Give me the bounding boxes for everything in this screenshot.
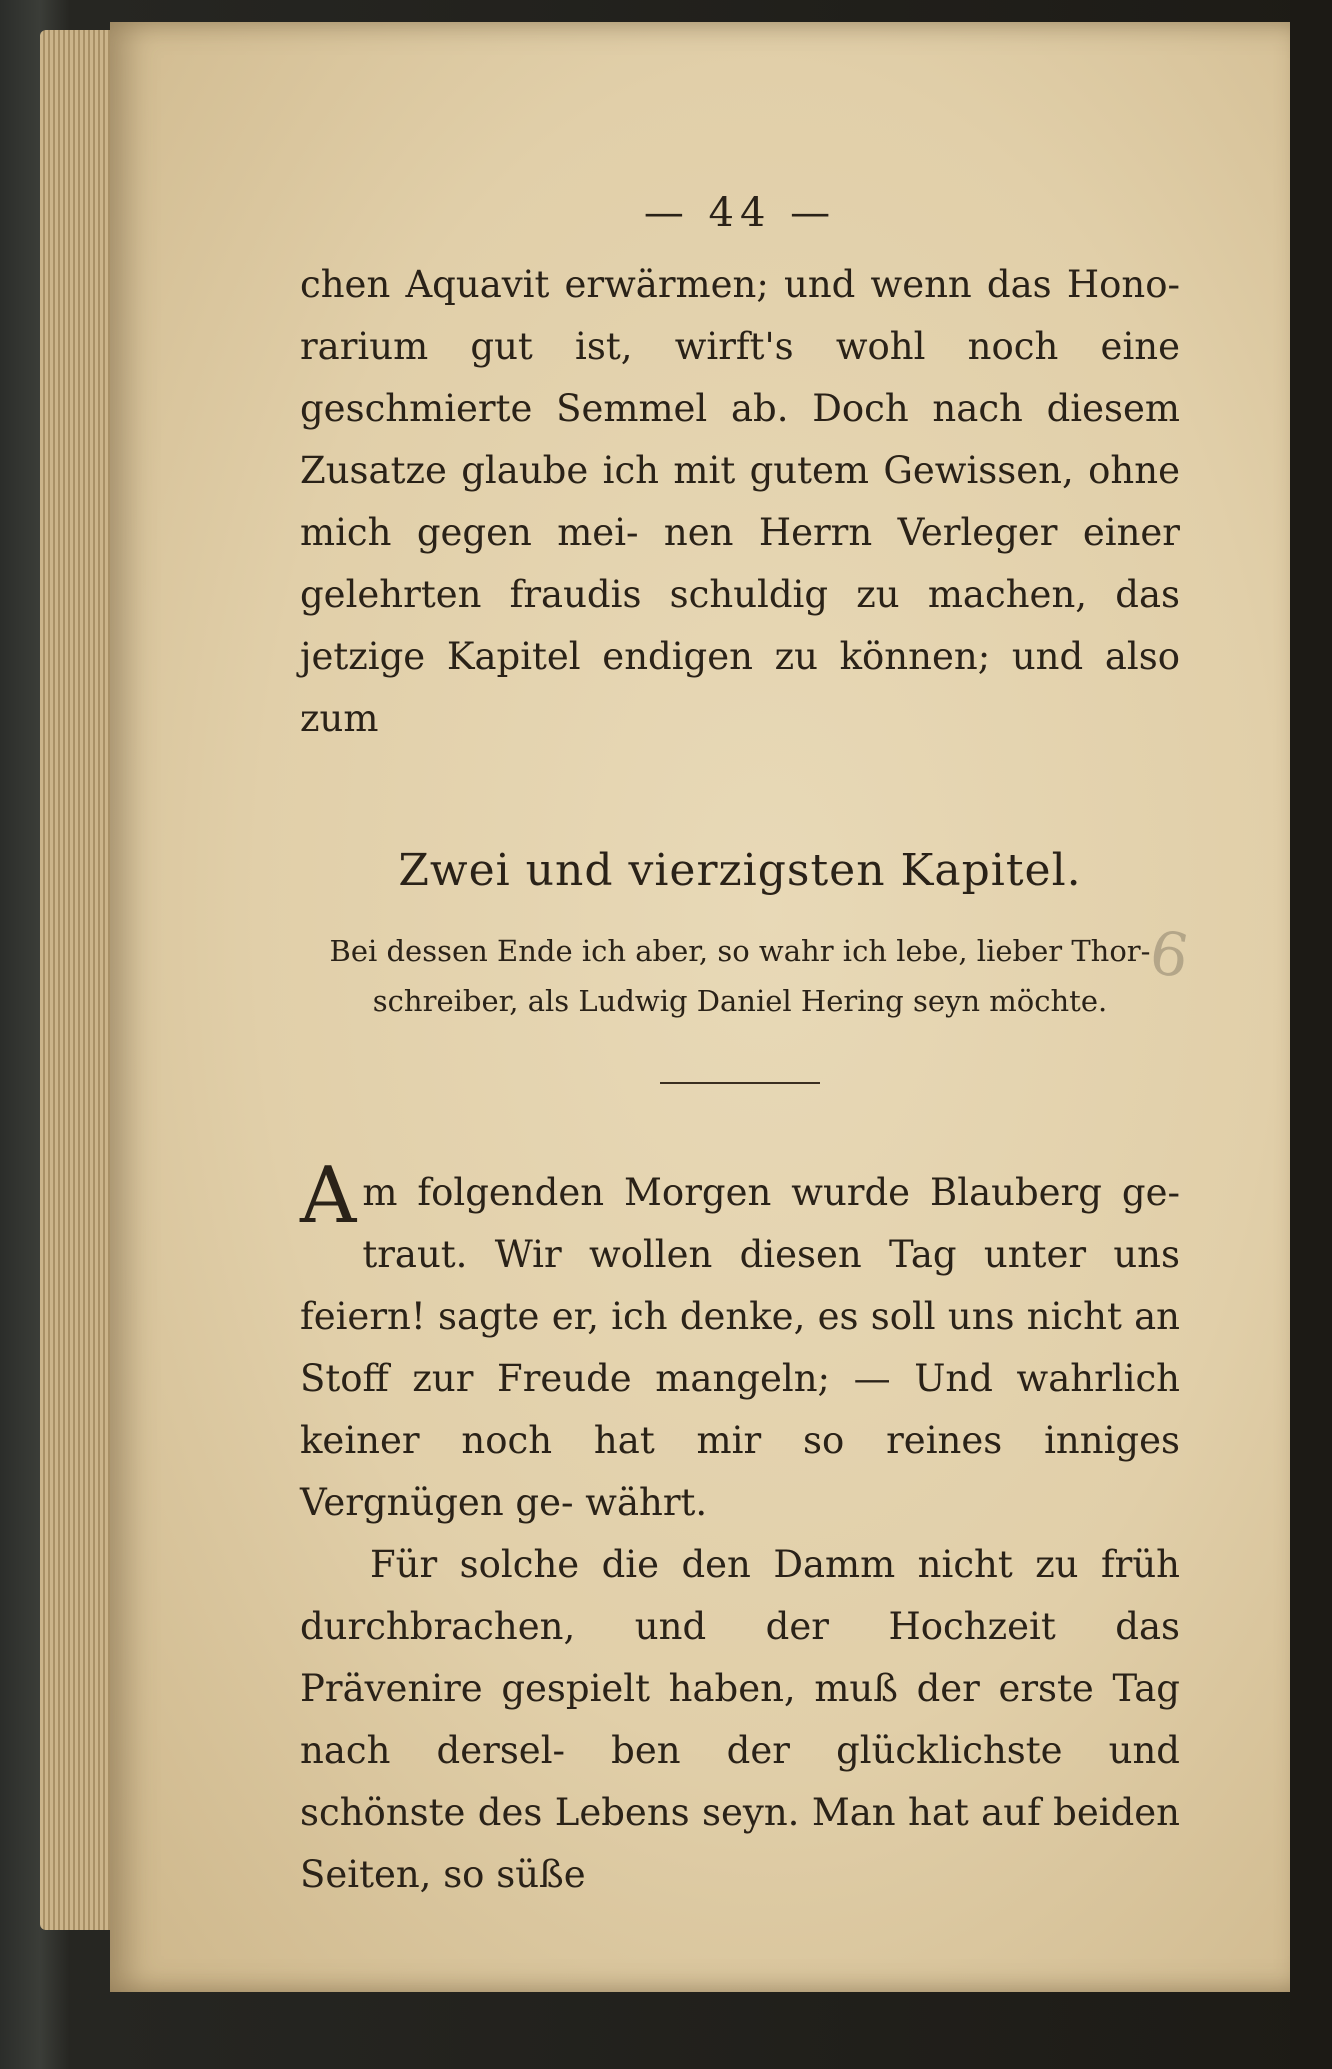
margin-pencil-note: 6 xyxy=(1144,917,1194,993)
drop-cap: A xyxy=(300,1151,357,1241)
chapter-summary: Bei dessen Ende ich aber, so wahr ich lebe, lieber Thor- schreiber, als Ludwig Daniel Hering seyn möchte. xyxy=(329,934,1151,1018)
paragraph-top: chen Aquavit erwärmen; und wenn das Hono- rarium gut ist, wirft's wohl noch eine geschmierte Semmel ab. Doch nach diesem Zusatze glaube ich mit gutem Gewissen, ohne mich gegen mei- nen Herrn Verleger einer gelehrten fraudis schuldig zu machen, das jetzige Kapitel endigen zu können; und also zum xyxy=(300,263,1180,740)
body-paragraph-2: Für solche die den Damm nicht zu früh durchbrachen, und der Hochzeit das Prävenire gespielt haben, muß der erste Tag nach dersel- ben der glücklichste und schönste des Lebens seyn. Man hat auf beiden Seiten, so süße xyxy=(300,1543,1180,1896)
page-content xyxy=(300,190,1180,1906)
page-number: — 44 — xyxy=(643,190,837,236)
body-paragraph-1-text: m folgenden Morgen wurde Blauberg ge- traut. Wir wollen diesen Tag unter uns feiern! sagte er, ich denke, es soll uns nicht an Stoff zur Freude mangeln; — Und wahrlich keiner noch hat mir so reines inniges Vergnügen ge- währt. xyxy=(300,1171,1180,1524)
section-rule xyxy=(660,1082,820,1084)
body-paragraph-1 xyxy=(300,1151,1180,1534)
chapter-heading: Zwei und vierzigsten Kapitel. xyxy=(398,845,1082,896)
facing-page-edge xyxy=(1290,0,1332,2069)
